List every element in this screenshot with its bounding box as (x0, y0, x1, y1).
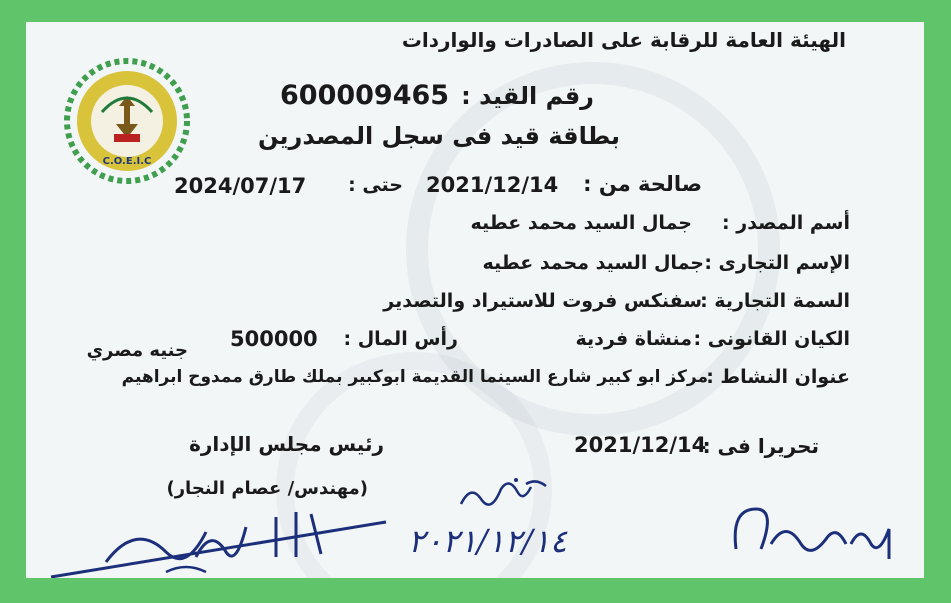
chairman-signature (46, 492, 406, 578)
capital-value: 500000 (230, 327, 318, 351)
coeic-seal-icon (62, 56, 192, 186)
address-value: مركز ابو كبير شارع السينما القديمة ابوكبير بملك طارق ممدوح ابراهيم (121, 367, 708, 387)
authority-header: الهيئة العامة للرقابة على الصادرات والواردات (401, 28, 846, 52)
exporter-label: أسم المصدر : (722, 212, 850, 234)
address-label: عنوان النشاط : (706, 366, 850, 388)
valid-to-date: 2024/07/17 (174, 174, 307, 198)
issued-date: 2021/12/14 (574, 433, 707, 457)
seal-text: C.O.E.I.C (102, 156, 152, 167)
issued-label: تحريرا فى : (702, 434, 819, 458)
registration-number-label: رقم القيد : (461, 82, 594, 110)
legal-entity-label: الكيان القانونى : (693, 328, 850, 350)
chairman-name: (مهندس/ عصام النجار) (166, 478, 368, 499)
valid-from-label: صالحة من : (583, 172, 702, 196)
valid-to-label: حتى : (348, 174, 403, 196)
card-body (26, 22, 924, 578)
capital-label: رأس المال : (343, 328, 458, 350)
initial-signature (456, 474, 566, 514)
trade-name-value: جمال السيد محمد عطيه (482, 252, 704, 274)
legal-entity-value: منشاة فردية (575, 328, 692, 350)
capital-currency: جنيه مصري (86, 340, 188, 361)
handwritten-date: ٢٠٢١/١٢/١٤ (408, 522, 568, 560)
chairman-title: رئيس مجلس الإدارة (189, 432, 384, 456)
card-title: بطاقة قيد فى سجل المصدرين (257, 122, 620, 150)
brand-label: السمة التجارية : (700, 290, 850, 312)
registration-number: 600009465 (280, 80, 450, 111)
valid-from-date: 2021/12/14 (426, 173, 559, 197)
trade-name-label: الإسم التجارى : (704, 252, 850, 274)
exporter-value: جمال السيد محمد عطيه (470, 212, 692, 234)
brand-value: سفنكس فروت للاستيراد والتصدير (383, 290, 702, 312)
officer-signature (726, 494, 916, 564)
